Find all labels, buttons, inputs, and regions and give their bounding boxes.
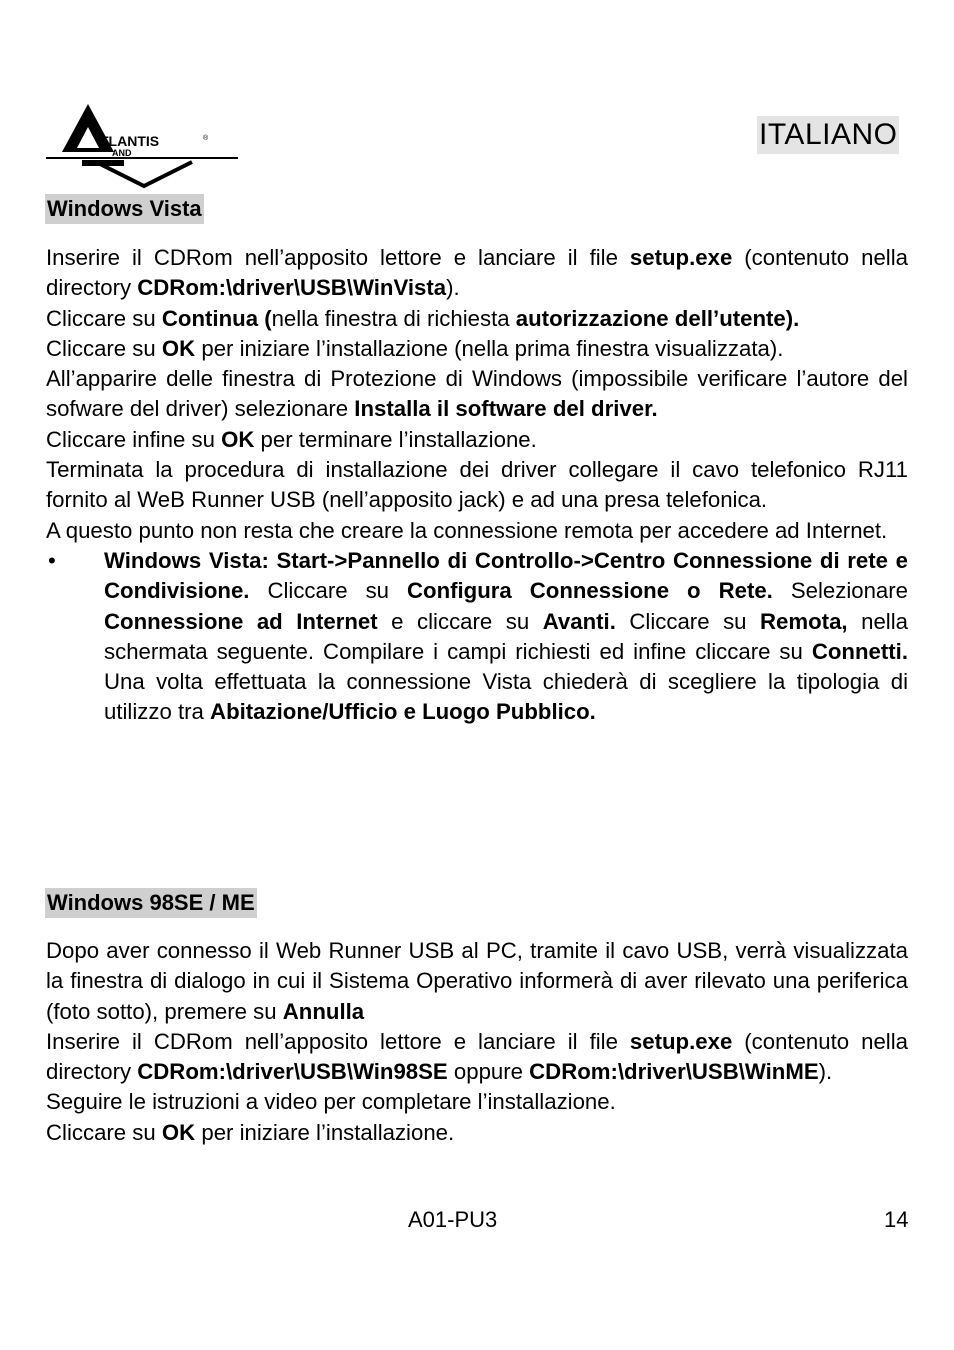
- svg-text:®: ®: [203, 135, 209, 142]
- svg-text:TLANTIS: TLANTIS: [100, 133, 160, 149]
- page-number: 14: [884, 1207, 909, 1232]
- bullet-icon: •: [48, 547, 56, 573]
- win98-body: [46, 936, 908, 1148]
- vista-paragraph-4: All’apparire delle finestra di Protezione di Windows (impossibile verificare l’autore del sofware del driver) selezionare Installa il software del driver.: [46, 366, 908, 422]
- atlantis-logo: [44, 100, 240, 190]
- vista-paragraph-1: Inserire il CDRom nell’apposito lettore e lanciare il file setup.exe (contenuto nella directory CDRom:\driver\USB\WinVista).: [46, 245, 908, 301]
- win98-paragraph-1: Dopo aver connesso il Web Runner USB al PC, tramite il cavo USB, verrà visualizzata la finestra di dialogo in cui il Sistema Operativo informerà di aver rilevato una periferica (foto sotto), premere su Annulla: [46, 938, 908, 1024]
- svg-text:AND: AND: [112, 148, 132, 158]
- section-heading-98: Windows 98SE / ME: [45, 888, 257, 918]
- vista-bullet-item: • Windows Vista: Start->Pannello di Controllo->Centro Connessione di rete e Condivisione. Cliccare su Configura Connessione o Rete. Selezionare Connessione ad Internet e cliccare su Avanti. Cliccare su Remota, nella schermata seguente. Compilare i campi richiesti ed infine cliccare su Connetti. Una volta effettuata la connessione Vista chiederà di scegliere la tipologia di utilizzo tra Abitazione/Ufficio e Luogo Pubblico.: [48, 547, 909, 725]
- vista-paragraph-7: A questo punto non resta che creare la connessione remota per accedere ad Internet.: [46, 517, 888, 543]
- win98-paragraph-3: Seguire le istruzioni a video per completare l’installazione.: [46, 1089, 616, 1115]
- language-label: ITALIANO: [757, 116, 899, 154]
- vista-body: [46, 243, 908, 728]
- vista-paragraph-3: Cliccare su OK per iniziare l’installazione (nella prima finestra visualizzata).: [46, 335, 784, 361]
- win98-paragraph-4: Cliccare su OK per iniziare l’installazione.: [46, 1119, 455, 1145]
- win98-paragraph-2: Inserire il CDRom nell’apposito lettore e lanciare il file setup.exe (contenuto nella directory CDRom:\driver\USB\Win98SE oppure CDRom:\driver\USB\WinME).: [46, 1028, 908, 1085]
- vista-paragraph-6: Terminata la procedura di installazione dei driver collegare il cavo telefonico RJ11 fornito al WeB Runner USB (nell’apposito jack) e ad una presa telefonica.: [46, 457, 908, 513]
- vista-paragraph-5: Cliccare infine su OK per terminare l’installazione.: [46, 426, 537, 452]
- vista-paragraph-2: Cliccare su Continua (nella finestra di richiesta autorizzazione dell’utente).: [46, 305, 800, 331]
- section-heading-vista: Windows Vista: [45, 194, 204, 224]
- footer-model: A01-PU3: [408, 1207, 498, 1232]
- atlantis-logo-icon: [44, 100, 240, 190]
